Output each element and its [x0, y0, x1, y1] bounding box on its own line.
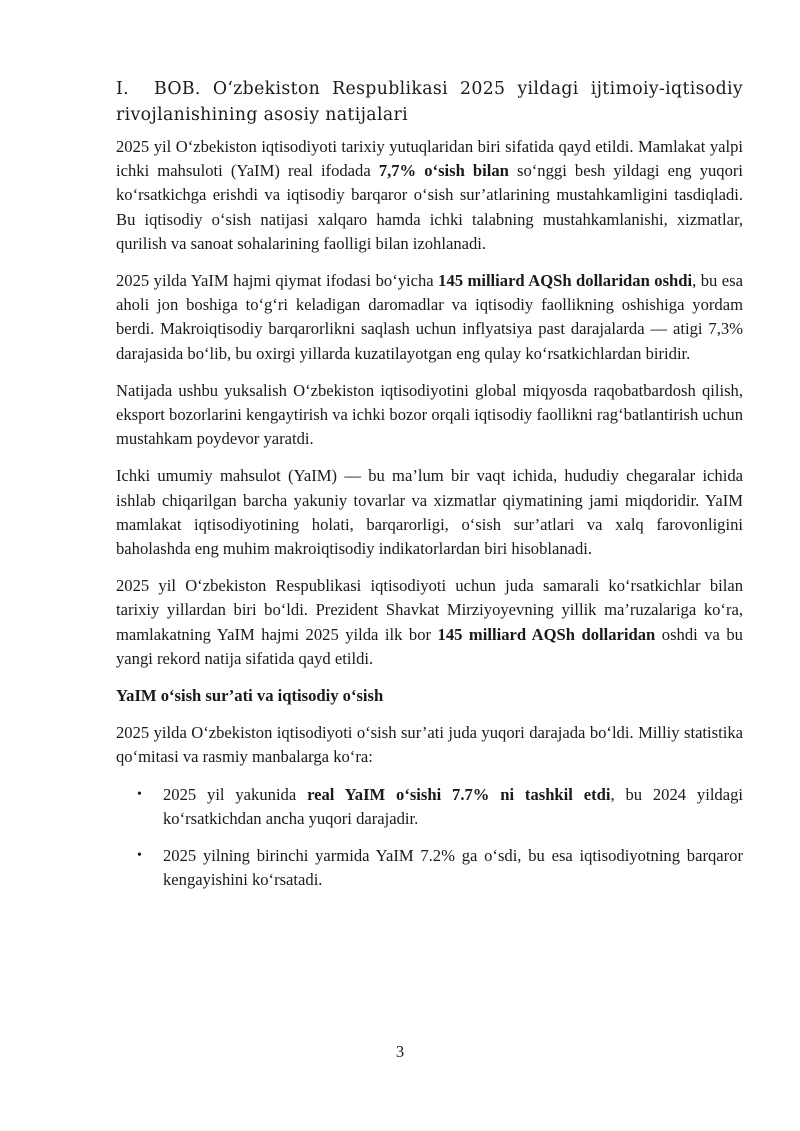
bullet-item-1 [116, 783, 743, 831]
bullet-marker-icon: • [137, 848, 142, 864]
paragraph-1 [116, 135, 743, 256]
paragraph-1-text-a: 2025 yil O‘zbekiston iqtisodiyoti tarixiy yutuqlaridan biri sifatida qayd etildi. Mamlakat yalpi ichki mahsuloti (YaIM) real ifodada [116, 137, 743, 181]
paragraph-2-text-c: , bu esa aholi jon boshiga to‘g‘ri keladigan daromadlar va iqtisodiy faollikning oshishiga yordam berdi. Makroiqtisodiy barqarorlikni saqlash uchun inflyatsiya past darajalarda — atigi 7,3% darajasida bo‘lib, bu oxirgi yillarda kuzatilayotgan eng qulay ko‘rsatkichlardan biridir. [116, 271, 743, 363]
paragraph-3-text: Natijada ushbu yuksalish O‘zbekiston iqtisodiyotini global miqyosda raqobatbardosh qilish, eksport bozorlarini kengaytirish va ichki bozor orqali iqtisodiy faollikni rag‘batlantirish uchun mustahkam poydevor yaratdi. [116, 380, 743, 449]
bullet-marker-icon: • [137, 786, 142, 802]
paragraph-2-text-a: 2025 yilda YaIM hajmi qiymat ifodasi bo‘yicha [116, 271, 439, 291]
paragraph-2 [116, 269, 743, 366]
paragraph-2-bold: 145 milliard AQSh dollaridan oshdi [438, 271, 693, 291]
paragraph-5-text-c: oshdi va bu yangi rekord natija sifatida qayd etildi. [116, 624, 743, 668]
bullet-1-bold: real YaIM o‘sishi 7.7% ni tashkil etdi [307, 784, 611, 804]
paragraph-5-text-a: 2025 yil O‘zbekiston Respublikasi iqtisodiyoti uchun juda samarali ko‘rsatkichlar bilan tarixiy yillardan biri bo‘ldi. Prezident Shavkat Mirziyoyevning yillik ma’ruzalariga ko‘ra, mamlakatning YaIM hajmi 2025 yilda ilk bor [116, 576, 743, 644]
bullet-2-text: 2025 yilning birinchi yarmida YaIM 7.2% ga o‘sdi, bu esa iqtisodiyotning barqaror kengayishini ko‘rsatadi. [163, 846, 743, 890]
page-number: 3 [395, 1042, 405, 1061]
paragraph-4 [116, 464, 743, 561]
paragraph-5 [116, 574, 743, 671]
intro-text: 2025 yilda O‘zbekiston iqtisodiyoti o‘sish sur’ati juda yuqori darajada bo‘ldi. Milliy statistika qo‘mitasi va rasmiy manbalarga ko‘ra: [116, 723, 743, 767]
paragraph-1-text-c: so‘nggi besh yildagi eng yuqori ko‘rsatkichga erishdi va iqtisodiy barqaror o‘sish sur’atlarining mustahkamligini tasdiqladi. Bu iqtisodiy o‘sish natijasi xalqaro hamda ichki talabning mustahkamlanishi, xizmatlar, qurilish va sanoat sohalarining faolligi bilan izohlanadi. [116, 161, 744, 253]
chapter-number: I. [116, 79, 130, 99]
chapter-title: BOB. O‘zbekiston Respublikasi 2025 yildagi ijtimoiy-iqtisodiy rivojlanishining asosiy natijalari [116, 79, 743, 125]
chapter-heading [116, 76, 743, 128]
paragraph-5-bold: 145 milliard AQSh dollaridan [437, 624, 656, 644]
bullet-list [116, 783, 743, 893]
bullet-1-text-a: 2025 yil yakunida [163, 784, 308, 804]
paragraph-4-text: Ichki umumiy mahsulot (YaIM) — bu ma’lum bir vaqt ichida, hududiy chegaralar ichida ishlab chiqarilgan barcha yakuniy tovarlar va xizmatlar qiymatining jami miqdoridir. YaIM mamlakat iqtisodiyotining holati, barqarorligi, o‘sish sur’atlari va xalq farovonligini baholashda eng muhim makroiqtisodiy indikatorlardan biri hisoblanadi. [116, 466, 743, 559]
paragraph-3 [116, 379, 743, 452]
paragraph-1-bold: 7,7% o‘sish bilan [378, 161, 509, 181]
intro-paragraph [116, 721, 743, 769]
document-page [116, 76, 743, 905]
section-subheading: YaIM o‘sish sur’ati va iqtisodiy o‘sish [116, 686, 384, 706]
bullet-item-2 [116, 844, 743, 892]
bullet-1-text-c: , bu 2024 yildagi ko‘rsatkichdan ancha yuqori darajadir. [163, 784, 743, 828]
